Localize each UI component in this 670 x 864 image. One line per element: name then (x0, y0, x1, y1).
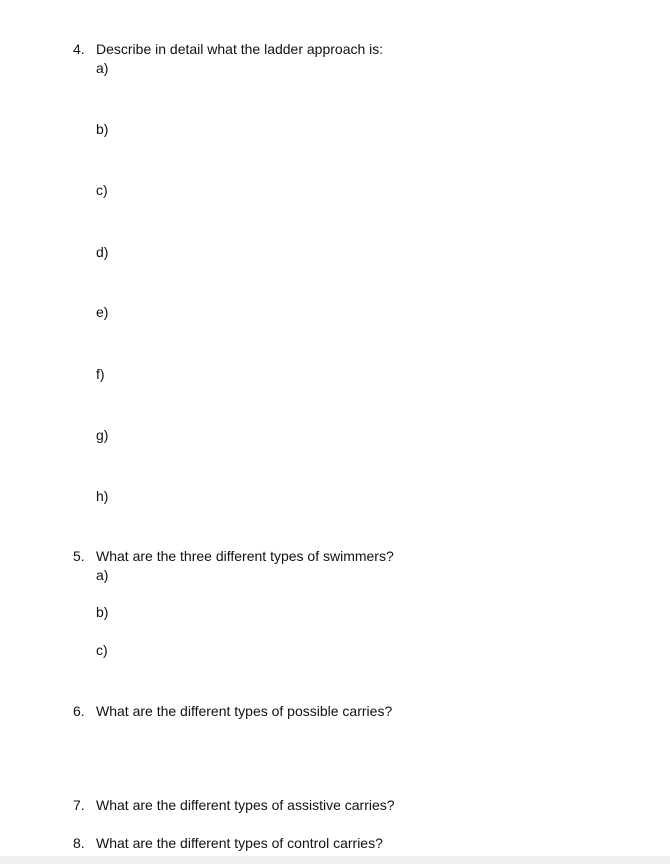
question-text: Describe in detail what the ladder approach is: (96, 41, 384, 57)
answer-label: h) (96, 488, 109, 504)
answer-label: d) (96, 244, 109, 260)
answer-label: b) (96, 604, 109, 620)
question-number: 6. (73, 703, 85, 719)
question-number: 4. (73, 41, 85, 57)
question-number: 7. (73, 797, 85, 813)
answer-label: b) (96, 121, 109, 137)
answer-label: a) (96, 567, 109, 583)
question-number: 8. (73, 835, 85, 851)
answer-label: g) (96, 427, 109, 443)
answer-label: c) (96, 182, 108, 198)
question-text: What are the different types of possible carries? (96, 703, 393, 719)
answer-label: c) (96, 642, 108, 658)
question-text: What are the different types of control carries? (96, 835, 383, 851)
answer-label: a) (96, 60, 109, 76)
answer-label: e) (96, 304, 109, 320)
answer-label: f) (96, 366, 105, 382)
question-text: What are the different types of assistive carries? (96, 797, 395, 813)
question-text: What are the three different types of swimmers? (96, 548, 394, 564)
question-number: 5. (73, 548, 85, 564)
page-bottom-edge (0, 856, 670, 864)
